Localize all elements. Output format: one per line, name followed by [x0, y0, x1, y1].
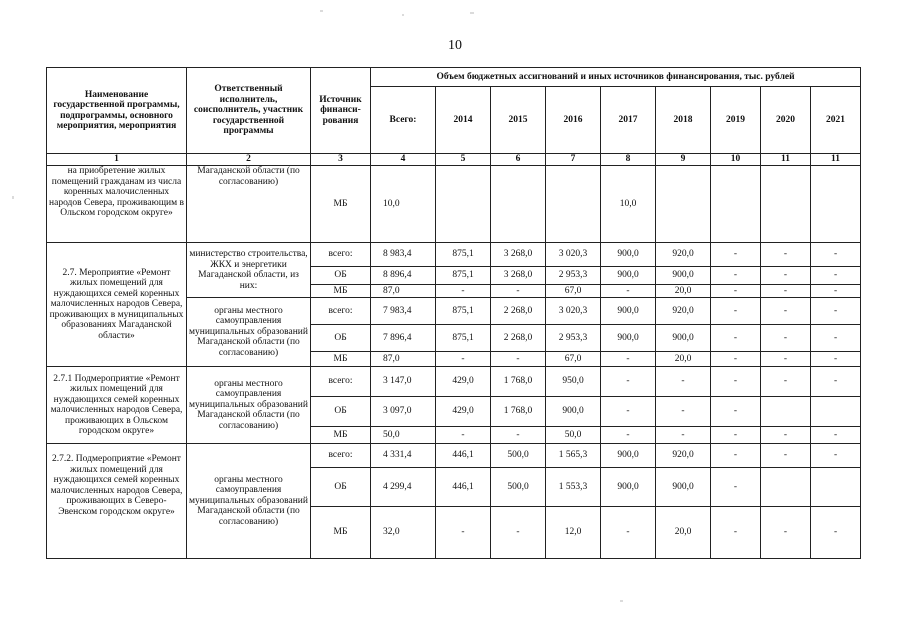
- value-cell: [656, 166, 711, 243]
- value-cell: 900,0: [546, 397, 601, 427]
- value-cell: 10,0: [371, 166, 436, 243]
- value-cell: -: [811, 507, 861, 559]
- row-responsible: органы местного самоуправления муниципальных образований Магаданской области (по согласованию): [187, 444, 311, 559]
- value-cell: 8 896,4: [371, 267, 436, 285]
- value-cell: -: [811, 267, 861, 285]
- value-cell: 446,1: [436, 444, 491, 468]
- value-cell: 1 768,0: [491, 367, 546, 397]
- value-cell: 920,0: [656, 243, 711, 267]
- value-cell: -: [811, 285, 861, 298]
- value-cell: -: [491, 285, 546, 298]
- value-cell: 429,0: [436, 397, 491, 427]
- value-cell: 8 983,4: [371, 243, 436, 267]
- value-cell: [761, 166, 811, 243]
- value-cell: 7 896,4: [371, 325, 436, 352]
- column-number: 8: [601, 154, 656, 166]
- value-cell: 87,0: [371, 352, 436, 367]
- value-cell: -: [761, 352, 811, 367]
- value-cell: -: [656, 367, 711, 397]
- value-cell: 20,0: [656, 285, 711, 298]
- value-cell: -: [711, 298, 761, 325]
- value-cell: 900,0: [601, 468, 656, 507]
- column-number: 5: [436, 154, 491, 166]
- header-year: 2019: [711, 87, 761, 154]
- row-name: 2.7.2. Подмероприятие «Ремонт жилых помещений для нуждающихся семей коренных малочисленных народов Севера, проживающих в Северо-Эвенском городском округе»: [47, 444, 187, 559]
- row-source: ОБ: [311, 267, 371, 285]
- table-row: [47, 367, 861, 397]
- value-cell: -: [811, 298, 861, 325]
- value-cell: 3 097,0: [371, 397, 436, 427]
- value-cell: 3 268,0: [491, 243, 546, 267]
- value-cell: -: [711, 243, 761, 267]
- value-cell: 3 147,0: [371, 367, 436, 397]
- page-number: 10: [448, 38, 462, 53]
- header-year: 2020: [761, 87, 811, 154]
- value-cell: 500,0: [491, 444, 546, 468]
- value-cell: -: [761, 285, 811, 298]
- value-cell: -: [436, 427, 491, 444]
- value-cell: -: [491, 427, 546, 444]
- value-cell: -: [711, 267, 761, 285]
- table-row: [47, 444, 861, 468]
- value-cell: -: [436, 507, 491, 559]
- value-cell: [811, 397, 861, 427]
- value-cell: -: [656, 427, 711, 444]
- value-cell: -: [761, 267, 811, 285]
- column-number: 11: [761, 154, 811, 166]
- value-cell: -: [711, 325, 761, 352]
- row-source: ОБ: [311, 397, 371, 427]
- value-cell: 900,0: [656, 325, 711, 352]
- value-cell: 3 268,0: [491, 267, 546, 285]
- value-cell: 875,1: [436, 267, 491, 285]
- row-source: МБ: [311, 352, 371, 367]
- value-cell: 4 331,4: [371, 444, 436, 468]
- value-cell: 429,0: [436, 367, 491, 397]
- value-cell: 900,0: [601, 325, 656, 352]
- value-cell: [761, 397, 811, 427]
- row-source: всего:: [311, 298, 371, 325]
- value-cell: 7 983,4: [371, 298, 436, 325]
- column-number: 11: [811, 154, 861, 166]
- scan-speck: [402, 14, 404, 16]
- value-cell: 900,0: [601, 444, 656, 468]
- scan-speck: [320, 10, 323, 12]
- value-cell: -: [811, 367, 861, 397]
- value-cell: -: [656, 397, 711, 427]
- row-source: МБ: [311, 285, 371, 298]
- value-cell: 2 953,3: [546, 325, 601, 352]
- value-cell: -: [601, 285, 656, 298]
- column-number: 9: [656, 154, 711, 166]
- header-volume: Объем бюджетных ассигнований и иных источников финансирования, тыс. рублей: [371, 68, 861, 87]
- row-responsible: Магаданской области (по согласованию): [187, 166, 311, 243]
- value-cell: -: [761, 298, 811, 325]
- value-cell: [811, 166, 861, 243]
- row-responsible: органы местного самоуправления муниципальных образований Магаданской области (по согласованию): [187, 298, 311, 367]
- value-cell: 446,1: [436, 468, 491, 507]
- value-cell: -: [601, 507, 656, 559]
- header-year: 2021: [811, 87, 861, 154]
- value-cell: [491, 166, 546, 243]
- column-number: 1: [47, 154, 187, 166]
- value-cell: 20,0: [656, 507, 711, 559]
- value-cell: [546, 166, 601, 243]
- value-cell: 67,0: [546, 285, 601, 298]
- value-cell: 875,1: [436, 243, 491, 267]
- value-cell: -: [436, 352, 491, 367]
- column-number: 3: [311, 154, 371, 166]
- value-cell: -: [711, 285, 761, 298]
- value-cell: -: [811, 325, 861, 352]
- value-cell: 900,0: [656, 468, 711, 507]
- value-cell: 2 268,0: [491, 325, 546, 352]
- table-row: [47, 243, 861, 267]
- value-cell: 900,0: [601, 267, 656, 285]
- scan-speck: [12, 196, 14, 199]
- header-source: Источник финанси- рования: [311, 68, 371, 154]
- value-cell: 12,0: [546, 507, 601, 559]
- budget-table: [46, 67, 861, 559]
- value-cell: -: [711, 427, 761, 444]
- value-cell: 1 553,3: [546, 468, 601, 507]
- value-cell: -: [436, 285, 491, 298]
- value-cell: -: [711, 468, 761, 507]
- value-cell: -: [601, 397, 656, 427]
- value-cell: 4 299,4: [371, 468, 436, 507]
- value-cell: -: [491, 352, 546, 367]
- column-number: 6: [491, 154, 546, 166]
- value-cell: 50,0: [371, 427, 436, 444]
- value-cell: 10,0: [601, 166, 656, 243]
- column-number: 10: [711, 154, 761, 166]
- header-year: 2015: [491, 87, 546, 154]
- value-cell: -: [811, 352, 861, 367]
- value-cell: 950,0: [546, 367, 601, 397]
- value-cell: [811, 468, 861, 507]
- value-cell: -: [761, 427, 811, 444]
- row-source: ОБ: [311, 325, 371, 352]
- value-cell: -: [761, 243, 811, 267]
- value-cell: 50,0: [546, 427, 601, 444]
- value-cell: -: [811, 243, 861, 267]
- column-number: 7: [546, 154, 601, 166]
- scan-speck: [620, 600, 623, 602]
- value-cell: 2 268,0: [491, 298, 546, 325]
- value-cell: -: [761, 367, 811, 397]
- value-cell: 87,0: [371, 285, 436, 298]
- value-cell: 1 565,3: [546, 444, 601, 468]
- value-cell: 920,0: [656, 444, 711, 468]
- value-cell: -: [811, 427, 861, 444]
- value-cell: 20,0: [656, 352, 711, 367]
- value-cell: 920,0: [656, 298, 711, 325]
- value-cell: -: [761, 507, 811, 559]
- value-cell: 1 768,0: [491, 397, 546, 427]
- value-cell: 67,0: [546, 352, 601, 367]
- row-source: ОБ: [311, 468, 371, 507]
- value-cell: 32,0: [371, 507, 436, 559]
- header-year: 2017: [601, 87, 656, 154]
- value-cell: -: [601, 427, 656, 444]
- row-source: всего:: [311, 444, 371, 468]
- header-year: Всего:: [371, 87, 436, 154]
- row-name: на приобретение жилых помещений гражданам из числа коренных малочисленных народов Севера, проживающим в Ольском городском округе»: [47, 166, 187, 243]
- value-cell: 3 020,3: [546, 298, 601, 325]
- header-name: Наименование государственной программы, подпрограммы, основного мероприятия, мероприятия: [47, 68, 187, 154]
- column-number: 2: [187, 154, 311, 166]
- value-cell: -: [811, 444, 861, 468]
- value-cell: -: [711, 507, 761, 559]
- value-cell: 900,0: [601, 298, 656, 325]
- value-cell: 2 953,3: [546, 267, 601, 285]
- value-cell: 3 020,3: [546, 243, 601, 267]
- value-cell: -: [711, 444, 761, 468]
- value-cell: -: [491, 507, 546, 559]
- header-year: 2014: [436, 87, 491, 154]
- value-cell: -: [761, 325, 811, 352]
- value-cell: [436, 166, 491, 243]
- value-cell: [711, 166, 761, 243]
- value-cell: 500,0: [491, 468, 546, 507]
- scan-speck: [470, 12, 474, 14]
- value-cell: 875,1: [436, 325, 491, 352]
- row-responsible: министерство строительства, ЖКХ и энергетики Магаданской области, из них:: [187, 243, 311, 298]
- header-row-1: [47, 68, 861, 87]
- header-responsible: Ответственный исполнитель, соисполнитель, участник государственной программы: [187, 68, 311, 154]
- row-source: всего:: [311, 243, 371, 267]
- row-source: МБ: [311, 166, 371, 243]
- header-year: 2016: [546, 87, 601, 154]
- value-cell: -: [761, 444, 811, 468]
- column-number-row: [47, 154, 861, 166]
- value-cell: -: [711, 367, 761, 397]
- row-name: 2.7. Мероприятие «Ремонт жилых помещений для нуждающихся семей коренных малочисленных народов Севера, проживающих в муниципальных образованиях Магаданской области»: [47, 243, 187, 367]
- value-cell: -: [711, 397, 761, 427]
- row-name: 2.7.1 Подмероприятие «Ремонт жилых помещений для нуждающихся семей коренных малочисленных народов Севера, проживающих в Ольском городском округе»: [47, 367, 187, 444]
- row-source: всего:: [311, 367, 371, 397]
- header-year: 2018: [656, 87, 711, 154]
- value-cell: [761, 468, 811, 507]
- value-cell: -: [601, 352, 656, 367]
- table-row: [47, 166, 861, 243]
- value-cell: 900,0: [656, 267, 711, 285]
- value-cell: -: [711, 352, 761, 367]
- value-cell: 875,1: [436, 298, 491, 325]
- column-number: 4: [371, 154, 436, 166]
- row-source: МБ: [311, 507, 371, 559]
- row-source: МБ: [311, 427, 371, 444]
- value-cell: 900,0: [601, 243, 656, 267]
- value-cell: -: [601, 367, 656, 397]
- row-responsible: органы местного самоуправления муниципальных образований Магаданской области (по согласованию): [187, 367, 311, 444]
